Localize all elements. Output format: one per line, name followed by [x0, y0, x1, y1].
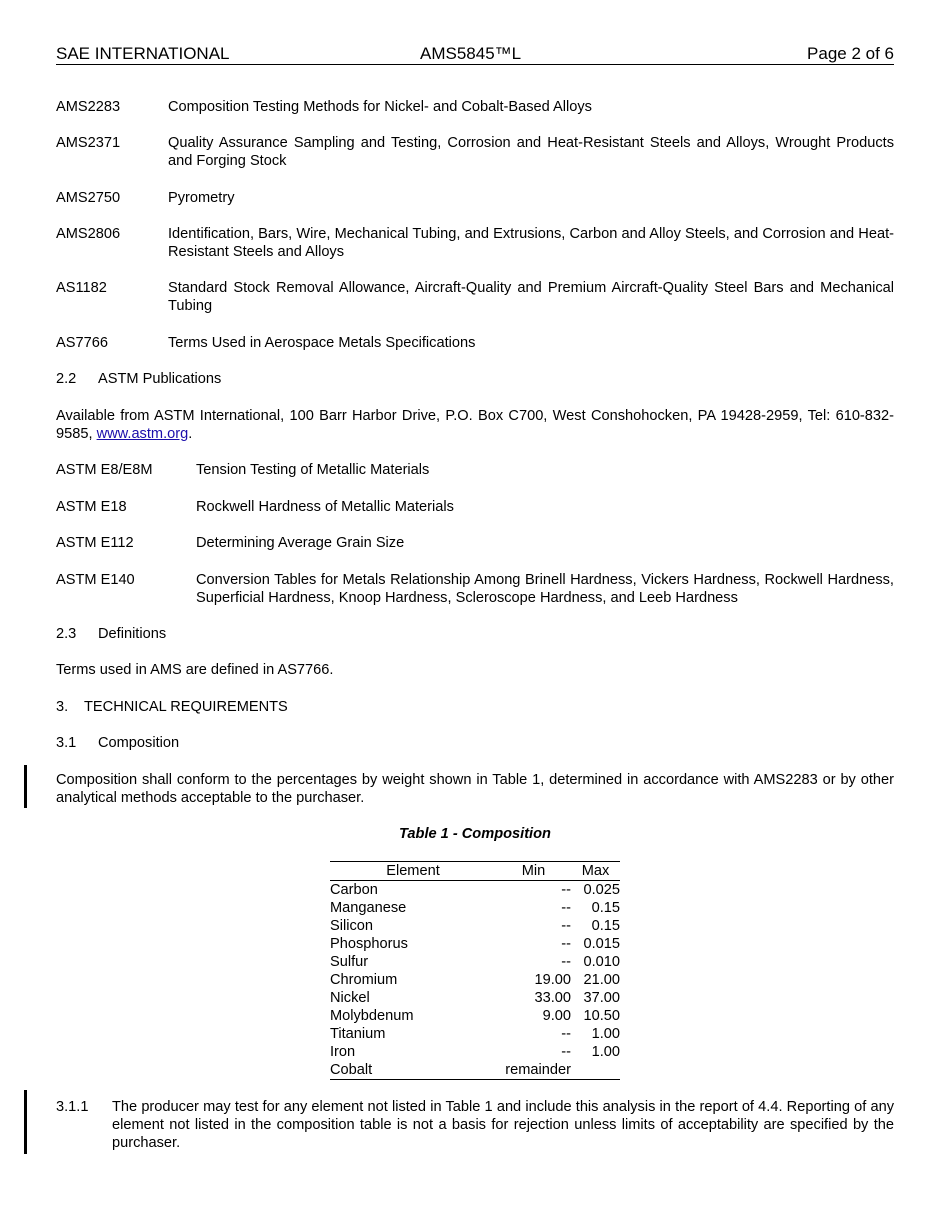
section-number: 2.2	[56, 371, 77, 387]
max-cell: 10.50	[583, 1008, 620, 1024]
reference-title: Composition Testing Methods for Nickel- and Cobalt-Based Alloys	[168, 99, 592, 115]
reference-item	[56, 534, 894, 552]
min-cell: --	[561, 900, 571, 916]
section-heading	[56, 698, 894, 716]
availability-end: .	[188, 426, 193, 442]
table-caption: Table 1 - Composition	[399, 826, 551, 842]
section-title: TECHNICAL REQUIREMENTS	[84, 699, 288, 715]
element-cell: Chromium	[330, 972, 398, 988]
section-number: 3.1	[56, 735, 77, 751]
change-bar	[24, 765, 27, 808]
reference-code: AMS2283	[56, 99, 121, 115]
reference-code: AMS2750	[56, 190, 121, 206]
reference-title: Identification, Bars, Wire, Mechanical Tubing, and Extrusions, Carbon and Alloy Steels, and Corrosion and Heat-Resistant Steels and Alloys	[168, 226, 894, 260]
element-cell: Iron	[330, 1044, 356, 1060]
max-cell	[571, 1061, 620, 1080]
reference-code: AS7766	[56, 335, 108, 351]
section-number: 3.	[56, 699, 69, 715]
page-header	[56, 44, 894, 65]
max-cell: 0.010	[583, 954, 620, 970]
section-title: ASTM Publications	[98, 371, 222, 387]
min-cell: 19.00	[534, 972, 571, 988]
reference-title: Pyrometry	[168, 190, 235, 206]
section-heading	[56, 734, 894, 752]
section-heading	[56, 370, 894, 388]
table-row	[330, 1043, 620, 1061]
max-cell: 1.00	[591, 1026, 620, 1042]
min-cell: remainder	[496, 1061, 571, 1080]
table-row	[330, 953, 620, 971]
min-cell: --	[561, 936, 571, 952]
table-row	[330, 917, 620, 935]
reference-title: Determining Average Grain Size	[196, 535, 405, 551]
element-cell: Molybdenum	[330, 1008, 414, 1024]
reference-item	[56, 571, 894, 607]
element-cell: Sulfur	[330, 954, 369, 970]
definitions-paragraph: Terms used in AMS are defined in AS7766.	[56, 662, 334, 678]
reference-code: AMS2371	[56, 135, 121, 151]
table-row	[330, 1007, 620, 1025]
element-cell: Nickel	[330, 990, 370, 1006]
reference-item	[56, 225, 894, 261]
section-title: Composition	[98, 735, 180, 751]
section-number: 2.3	[56, 626, 77, 642]
astm-website-link[interactable]: www.astm.org	[96, 426, 189, 442]
reference-item	[56, 461, 894, 479]
min-cell: --	[561, 882, 571, 898]
table-row	[330, 935, 620, 953]
min-cell: --	[561, 954, 571, 970]
table-row	[330, 881, 620, 900]
reference-code: ASTM E112	[56, 535, 134, 551]
reference-title: Tension Testing of Metallic Materials	[196, 462, 430, 478]
header-page-number: Page 2 of 6	[807, 44, 894, 63]
element-cell: Silicon	[330, 918, 373, 934]
section-heading	[56, 625, 894, 643]
section-title: Definitions	[98, 626, 167, 642]
max-cell: 0.015	[583, 936, 620, 952]
table-row	[330, 989, 620, 1007]
reference-title: Rockwell Hardness of Metallic Materials	[196, 499, 454, 515]
table-header-row	[330, 862, 620, 881]
reference-item	[56, 334, 894, 352]
reference-code: ASTM E18	[56, 499, 127, 515]
paragraph-3-1-1	[56, 1098, 894, 1152]
min-cell: --	[561, 1026, 571, 1042]
reference-title: Standard Stock Removal Allowance, Aircraft-Quality and Premium Aircraft-Quality Steel Bars and Mechanical Tubing	[168, 280, 894, 314]
element-cell: Titanium	[330, 1026, 386, 1042]
reference-item	[56, 98, 894, 116]
column-header: Element	[330, 862, 496, 881]
max-cell: 1.00	[591, 1044, 620, 1060]
reference-item	[56, 134, 894, 170]
max-cell: 0.15	[591, 900, 620, 916]
table-row	[330, 1025, 620, 1043]
min-cell: 33.00	[534, 990, 571, 1006]
reference-item	[56, 498, 894, 516]
min-cell: --	[561, 918, 571, 934]
element-cell: Carbon	[330, 882, 378, 898]
table-row	[330, 971, 620, 989]
table-row	[330, 899, 620, 917]
max-cell: 0.15	[591, 918, 620, 934]
reference-title: Quality Assurance Sampling and Testing, Corrosion and Heat-Resistant Steels and Alloys, Wrought Products and Forging Stock	[168, 135, 894, 169]
reference-code: AMS2806	[56, 226, 121, 242]
composition-paragraph: Composition shall conform to the percentages by weight shown in Table 1, determined in accordance with AMS2283 or by other analytical methods acceptable to the purchaser.	[56, 772, 894, 806]
header-doc-number: AMS5845™L	[420, 44, 522, 63]
table-row	[330, 1061, 620, 1080]
element-cell: Phosphorus	[330, 936, 408, 952]
reference-code: ASTM E140	[56, 572, 135, 588]
header-org: SAE INTERNATIONAL	[56, 44, 230, 63]
reference-item	[56, 189, 894, 207]
max-cell: 21.00	[583, 972, 620, 988]
reference-item	[56, 279, 894, 315]
reference-code: ASTM E8/E8M	[56, 462, 153, 478]
change-bar	[24, 1090, 27, 1154]
reference-title: Conversion Tables for Metals Relationship Among Brinell Hardness, Vickers Hardness, Rockwell Hardness, Superficial Hardness, Knoop Hardness, Scleroscope Hardness, and Leeb Hardness	[196, 572, 894, 606]
min-cell: 9.00	[542, 1008, 571, 1024]
availability-paragraph	[56, 407, 894, 443]
max-cell: 0.025	[583, 882, 620, 898]
reference-title: Terms Used in Aerospace Metals Specifications	[168, 335, 476, 351]
reference-code: AS1182	[56, 280, 107, 296]
availability-text: Available from ASTM International, 100 Barr Harbor Drive, P.O. Box C700, West Conshohocken, PA 19428-2959, Tel: 610-832-9585,	[56, 408, 894, 442]
section-number: 3.1.1	[56, 1099, 89, 1115]
element-cell: Manganese	[330, 900, 407, 916]
min-cell: --	[561, 1044, 571, 1060]
column-header: Max	[571, 862, 620, 881]
element-cell: Cobalt	[330, 1061, 496, 1080]
column-header: Min	[496, 862, 571, 881]
max-cell: 37.00	[583, 990, 620, 1006]
paragraph-text: The producer may test for any element not listed in Table 1 and include this analysis in the report of 4.4. Reporting of any element not listed in the composition table is not a basis for rejection unless limits of acceptability are specified by the purchaser.	[112, 1099, 894, 1151]
composition-table	[330, 861, 620, 1080]
